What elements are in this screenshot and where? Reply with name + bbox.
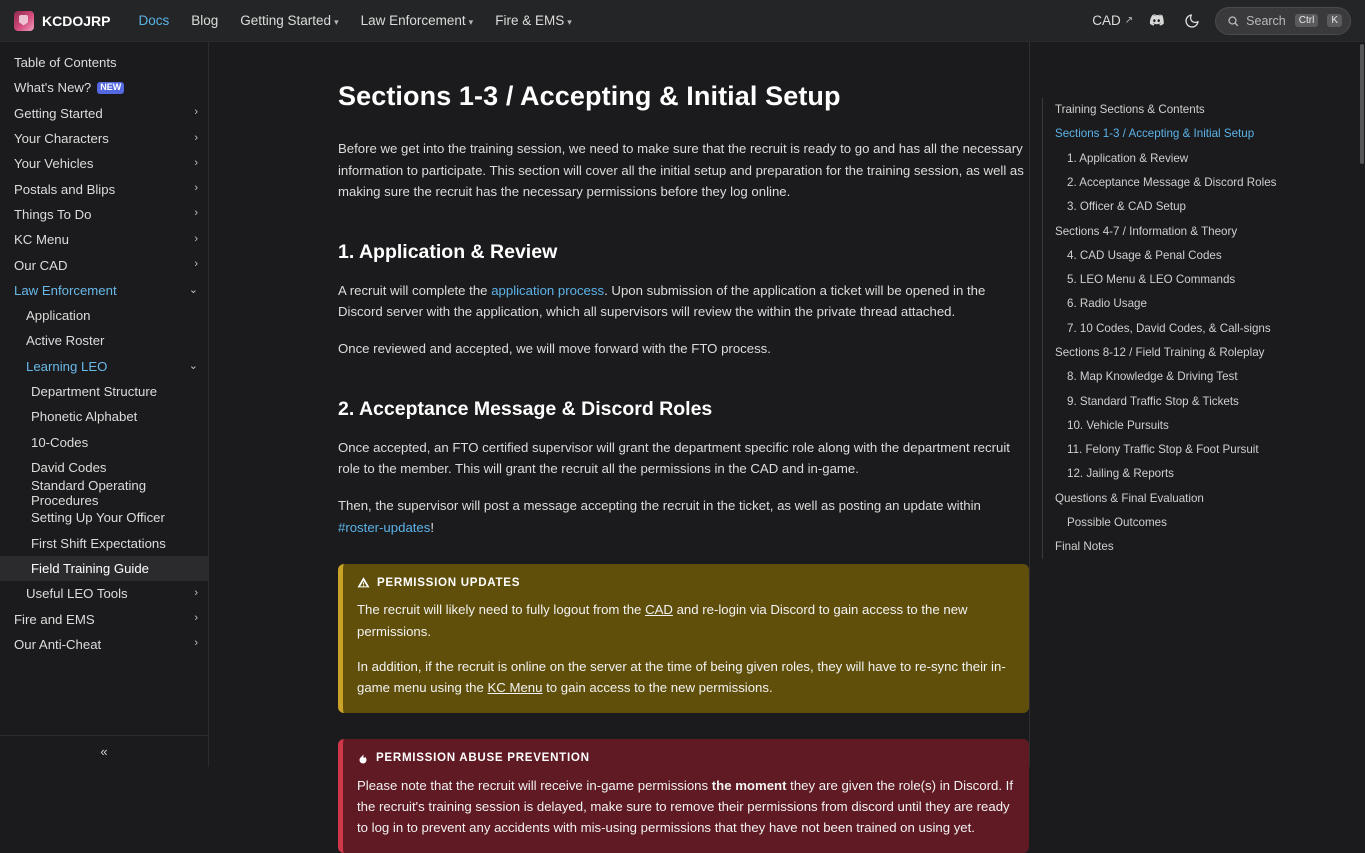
toc-item-standard-traffic-stop[interactable]: 9. Standard Traffic Stop & Tickets	[1067, 394, 1239, 408]
chevron-right-icon: ›	[194, 156, 198, 169]
toc-item-sections-1-3[interactable]: Sections 1-3 / Accepting & Initial Setup	[1055, 127, 1255, 141]
sidebar-item-table-of-contents[interactable]: Table of Contents	[14, 55, 117, 71]
kc-menu-link[interactable]: KC Menu	[487, 680, 543, 696]
sidebar-scroll[interactable]	[0, 42, 208, 735]
sidebar-item-whats-new[interactable]: What's New? NEW	[0, 75, 208, 100]
chevron-down-icon: ⌄	[188, 283, 198, 296]
chevron-right-icon: ›	[194, 258, 198, 271]
warn-p1: The recruit will likely need to fully logout from the CAD and re-login via Discord to gain access to the new permissions.	[357, 602, 968, 639]
section2-paragraph-2	[338, 495, 1029, 538]
admonition-warning-title: PERMISSION UPDATES	[377, 576, 521, 590]
sidebar-item-field-training-guide[interactable]: Field Training Guide	[0, 556, 208, 581]
sidebar-item-your-characters[interactable]: Your Characters ›	[14, 131, 198, 147]
toc-item-map-knowledge[interactable]: 8. Map Knowledge & Driving Test	[1067, 370, 1238, 384]
admonition-permission-updates	[338, 564, 1029, 713]
sidebar-item-your-vehicles[interactable]: Your Vehicles ›	[14, 156, 198, 172]
external-link-icon: ↗	[1124, 15, 1134, 26]
sidebar-item-useful-leo-tools[interactable]: Useful LEO Tools ›	[26, 586, 198, 602]
chevron-right-icon: ›	[194, 637, 198, 650]
s2-p2-before: Then, the supervisor will post a message accepting the recruit in the ticket, as well as posting an update within	[338, 498, 981, 514]
sidebar-item-getting-started[interactable]: Getting Started ›	[14, 105, 198, 121]
section1-paragraph-2: Once reviewed and accepted, we will move forward with the FTO process.	[338, 341, 771, 357]
moon-icon[interactable]	[1179, 8, 1205, 34]
toc-item-10-codes[interactable]: 7. 10 Codes, David Codes, & Call-signs	[1067, 321, 1271, 335]
toc-list	[1042, 98, 1345, 559]
toc-item-officer-cad-setup[interactable]: 3. Officer & CAD Setup	[1067, 200, 1186, 214]
sidebar	[0, 42, 209, 767]
chevron-right-icon: ›	[194, 586, 198, 599]
scrollbar-thumb[interactable]	[1360, 44, 1364, 164]
admonition-danger-title: PERMISSION ABUSE PREVENTION	[376, 751, 590, 765]
sidebar-item-david-codes[interactable]: David Codes	[31, 459, 107, 475]
sidebar-item-phonetic-alphabet[interactable]: Phonetic Alphabet	[31, 409, 138, 425]
danger-p1: Please note that the recruit will receive in-game permissions the moment they are given the role(s) in Discord. If the recruit's training session is delayed, make sure to remove their permissions from discord until they are ready to log in to prevent any accidents with mis-using permissions that they have not been trained on using yet.	[357, 777, 1013, 836]
nav-link-docs[interactable]: Docs	[138, 13, 170, 28]
sidebar-collapse-button[interactable]	[0, 735, 208, 767]
sidebar-item-department-structure[interactable]: Department Structure	[31, 384, 158, 399]
collapse-icon: «	[100, 744, 108, 759]
nav-link-cad[interactable]: CAD ↗	[1092, 13, 1134, 28]
search-placeholder: Search	[1246, 13, 1286, 28]
sidebar-item-application[interactable]: Application	[26, 308, 91, 324]
admonition-permission-abuse-prevention	[338, 739, 1029, 853]
search-kbd-ctrl: Ctrl	[1295, 14, 1319, 27]
warn-p2: In addition, if the recruit is online on the server at the time of being given roles, they will have to re-sync their in-game menu using the KC Menu to gain access to the new permissions.	[357, 658, 1006, 696]
nav-link-getting-started[interactable]: Getting Started ▾	[240, 13, 339, 28]
admonition-warning-body	[357, 599, 1015, 699]
fire-icon	[357, 751, 369, 765]
section-heading-1: 1. Application & Review	[338, 240, 558, 263]
s1-p1-before: A recruit will complete the	[338, 282, 492, 298]
sidebar-item-postals-and-blips[interactable]: Postals and Blips ›	[14, 181, 198, 197]
intro-paragraph: Before we get into the training session, we need to make sure that the recruit is ready to go and has all the necessary information to participate. This section will cover all the initial setup and preparation for the training session, as well as making sure the recruit has the necessary permissions before they log online.	[338, 141, 1024, 200]
search-kbd-k: K	[1327, 14, 1342, 27]
chevron-right-icon: ›	[194, 106, 198, 119]
cad-link[interactable]: CAD	[645, 602, 673, 618]
application-process-link[interactable]: application process	[491, 282, 605, 298]
main-content	[209, 42, 1029, 836]
admonition-danger-header	[357, 751, 1015, 765]
navbar-right	[1092, 7, 1351, 35]
toc-item-training-sections[interactable]: Training Sections & Contents	[1055, 103, 1205, 117]
admonition-danger-body	[357, 775, 1015, 839]
sidebar-item-first-shift-expectations[interactable]: First Shift Expectations	[31, 535, 166, 551]
sidebar-item-standard-operating-procedures[interactable]: Standard Operating Procedures	[31, 477, 147, 508]
search-icon	[1227, 15, 1239, 27]
toc-item-felony-traffic-stop[interactable]: 11. Felony Traffic Stop & Foot Pursuit	[1067, 443, 1259, 457]
toc-item-leo-menu[interactable]: 5. LEO Menu & LEO Commands	[1067, 273, 1236, 287]
toc-item-vehicle-pursuits[interactable]: 10. Vehicle Pursuits	[1067, 418, 1169, 432]
section2-paragraph-1: Once accepted, an FTO certified supervisor will grant the department specific role along with the department recruit role to the member. This will grant the recruit all the permissions in the CAD and in-game.	[338, 439, 1010, 477]
logo-icon	[14, 11, 34, 31]
navbar	[0, 0, 1365, 42]
sidebar-item-law-enforcement[interactable]: Law Enforcement ⌄	[14, 282, 198, 298]
chevron-down-icon: ▾	[468, 17, 474, 27]
section-heading-2: 2. Acceptance Message & Discord Roles	[338, 397, 713, 420]
search-input[interactable]	[1215, 7, 1351, 35]
doc-article	[338, 42, 1029, 853]
discord-icon[interactable]	[1143, 8, 1169, 34]
chevron-right-icon: ›	[194, 131, 198, 144]
page-body	[0, 42, 1365, 836]
sidebar-item-setting-up-your-officer[interactable]: Setting Up Your Officer	[31, 510, 165, 526]
chevron-right-icon: ›	[194, 182, 198, 195]
brand-label: KCDOJRP	[42, 12, 111, 29]
table-of-contents	[1029, 42, 1365, 767]
section1-paragraph-1	[338, 280, 1029, 323]
toc-item-sections-4-7[interactable]: Sections 4-7 / Information & Theory	[1055, 224, 1238, 238]
s1-p1-after: . Upon submission of the application a ticket will be opened in the Discord server with the application, which all supervisors will review the within the private thread attached.	[338, 282, 986, 319]
toc-item-questions-final-evaluation[interactable]: Questions & Final Evaluation	[1055, 491, 1204, 505]
sidebar-item-things-to-do[interactable]: Things To Do ›	[14, 206, 198, 222]
s2-p2-after: !	[430, 519, 435, 535]
toc-item-radio-usage[interactable]: 6. Radio Usage	[1067, 297, 1147, 311]
chevron-down-icon: ▾	[334, 17, 339, 27]
chevron-down-icon: ⌄	[188, 359, 198, 372]
nav-link-blog[interactable]: Blog	[191, 13, 219, 28]
toc-item-application-review[interactable]: 1. Application & Review	[1067, 151, 1189, 165]
sidebar-item-10-codes[interactable]: 10-Codes	[31, 434, 89, 450]
toc-item-possible-outcomes[interactable]: Possible Outcomes	[1067, 515, 1167, 529]
sidebar-item-active-roster[interactable]: Active Roster	[26, 333, 105, 349]
danger-bold: the moment	[711, 777, 787, 793]
brand[interactable]	[14, 11, 110, 31]
toc-item-acceptance-message[interactable]: 2. Acceptance Message & Discord Roles	[1067, 176, 1277, 190]
sidebar-item-our-cad[interactable]: Our CAD ›	[14, 257, 198, 273]
sidebar-item-kc-menu[interactable]: KC Menu ›	[14, 232, 198, 248]
toc-item-jailing-reports[interactable]: 12. Jailing & Reports	[1067, 467, 1174, 481]
chevron-right-icon: ›	[194, 207, 198, 220]
chevron-right-icon: ›	[194, 612, 198, 625]
nav-link-fire-ems[interactable]: Fire & EMS ▾	[495, 13, 572, 28]
new-badge: NEW	[97, 82, 124, 94]
nav-items	[128, 7, 581, 34]
sidebar-item-our-anti-cheat[interactable]: Our Anti-Cheat ›	[14, 636, 198, 652]
roster-updates-link[interactable]: #roster-updates	[338, 519, 431, 535]
page-title: Sections 1-3 / Accepting & Initial Setup	[338, 81, 841, 111]
toc-item-final-notes[interactable]: Final Notes	[1055, 540, 1114, 554]
nav-link-law-enforcement[interactable]: Law Enforcement ▾	[360, 13, 474, 28]
page-scrollbar[interactable]	[1360, 42, 1365, 767]
toc-item-cad-usage[interactable]: 4. CAD Usage & Penal Codes	[1067, 248, 1222, 262]
warning-triangle-icon	[357, 576, 370, 589]
sidebar-item-learning-leo[interactable]: Learning LEO ⌄	[26, 358, 198, 374]
chevron-down-icon: ▾	[567, 17, 572, 27]
toc-item-sections-8-12[interactable]: Sections 8-12 / Field Training & Roleplay	[1055, 346, 1265, 359]
sidebar-item-fire-and-ems[interactable]: Fire and EMS ›	[14, 611, 198, 627]
chevron-right-icon: ›	[194, 232, 198, 245]
admonition-warning-header	[357, 576, 1015, 589]
